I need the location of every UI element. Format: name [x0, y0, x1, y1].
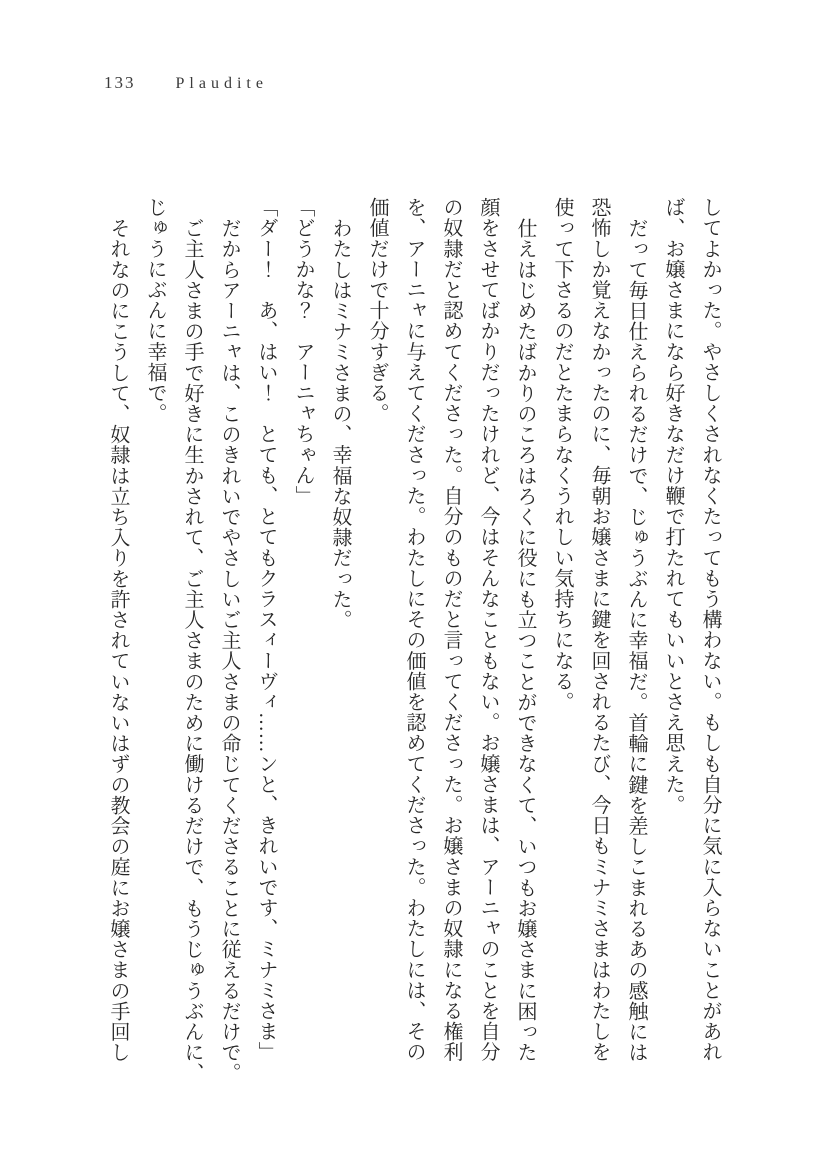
text-column: わたしはミナミさまの、幸福な奴隷だった。 — [329, 217, 351, 630]
text-column: だって毎日仕えられるだけで、じゅうぶんに幸福だ。首輪に鍵を差しこまれるあの感触には — [625, 217, 647, 1063]
text-column: 「どうかな？ アーニャちゃん」 — [292, 197, 314, 506]
text-column: だからアーニャは、このきれいでやさしいご主人さまの命じてくださることに従えるだけで。 — [218, 217, 240, 1083]
text-column: 使って下さるのだとたまらなくうれしい気持ちになる。 — [551, 197, 573, 712]
text-column: それなのにこうして、奴隷は立ち入りを許されていないはずの教会の庭にお嬢さまの手回し — [107, 217, 129, 1063]
page-number: 133 — [104, 73, 136, 92]
text-column: ば、お嬢さまになら好きなだけ鞭で打たれてもいいとさえ思えた。 — [662, 197, 684, 815]
text-column: を、アーニャに与えてくださった。わたしにその価値を認めてくださった。わたしには、その — [403, 197, 425, 1063]
text-column: 恐怖しか覚えなかったのに、毎朝お嬢さまに鍵を回されるたび、今日もミナミさまはわたしを — [588, 197, 610, 1063]
running-title: Plaudite — [175, 75, 268, 92]
text-column: してよかった。やさしくされなくたってもう構わない。もしも自分に気に入らないことがあれ — [699, 197, 721, 1063]
text-column: 「ダー！ あ、はい！ とても、とてもクラスィーヴィ……ンと、きれいです、ミナミさま」 — [255, 197, 277, 1063]
text-column: の奴隷だと認めてくださった。自分のものだと言ってくださった。お嬢さまの奴隷になる権利 — [440, 197, 462, 1063]
text-column: 価値だけで十分すぎる。 — [366, 197, 388, 424]
text-body — [99, 197, 728, 1083]
text-column: じゅうにぶんに幸福で。 — [144, 197, 166, 424]
running-head — [104, 73, 268, 93]
text-column: 顔をさせてばかりだったけれど、今はそんなこともない。お嬢さまは、アーニャのことを自分 — [477, 197, 499, 1063]
text-column: ご主人さまの手で好きに生かされて、ご主人さまのために働けるだけで、もうじゅうぶんに、 — [181, 217, 203, 1083]
text-column: 仕えはじめたばかりのころはろくに役にも立つことができなくて、いつもお嬢さまに困った — [514, 217, 536, 1063]
